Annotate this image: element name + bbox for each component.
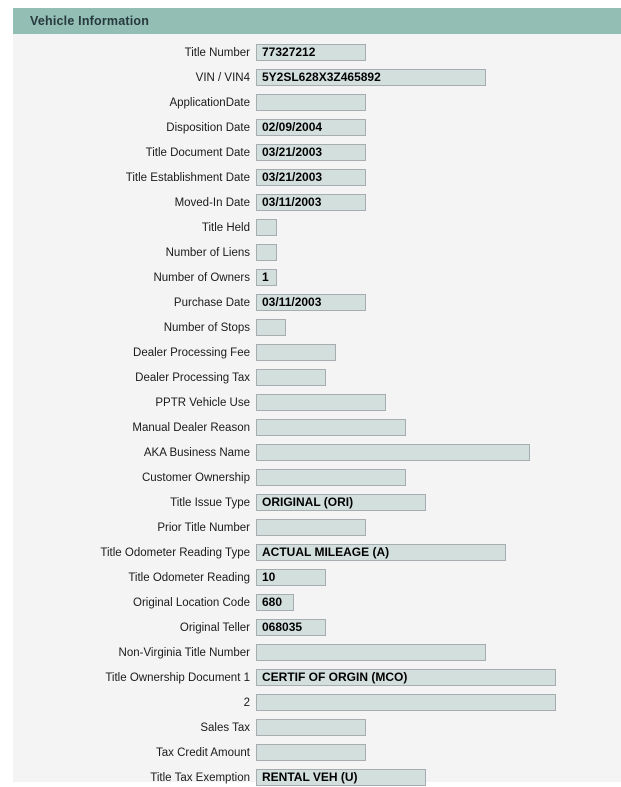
field-label: VIN / VIN4	[195, 71, 250, 84]
field-label: Moved-In Date	[174, 196, 250, 209]
field-label: ApplicationDate	[169, 96, 250, 109]
form-row	[13, 165, 621, 190]
field-value-box[interactable]: 5Y2SL628X3Z465892	[256, 69, 486, 86]
form-row	[13, 565, 621, 590]
field-value-box[interactable]: 03/11/2003	[256, 194, 366, 211]
field-label: Non-Virginia Title Number	[118, 646, 250, 659]
field-value-box[interactable]: 680	[256, 594, 294, 611]
field-label: Title Ownership Document 1	[105, 671, 250, 684]
field-label: Title Document Date	[145, 146, 250, 159]
form-row	[13, 740, 621, 765]
form-row	[13, 315, 621, 340]
field-label: Title Odometer Reading Type	[100, 546, 250, 559]
field-label: Tax Credit Amount	[156, 746, 250, 759]
field-value-box[interactable]	[256, 319, 286, 336]
field-value-box[interactable]: 02/09/2004	[256, 119, 366, 136]
field-value-box[interactable]: 03/21/2003	[256, 169, 366, 186]
field-value-box[interactable]: ORIGINAL (ORI)	[256, 494, 426, 511]
form-row	[13, 615, 621, 640]
field-value-box[interactable]	[256, 344, 336, 361]
form-rows	[13, 40, 621, 787]
field-value-box[interactable]: RENTAL VEH (U)	[256, 769, 426, 786]
field-label: Title Odometer Reading	[128, 571, 250, 584]
field-value-box[interactable]	[256, 219, 277, 236]
field-value-box[interactable]	[256, 244, 277, 261]
field-value-box[interactable]	[256, 719, 366, 736]
field-label: AKA Business Name	[143, 446, 250, 459]
field-label: Sales Tax	[200, 721, 250, 734]
field-value-box[interactable]: 03/11/2003	[256, 294, 366, 311]
field-label: Number of Stops	[163, 321, 250, 334]
form-row	[13, 365, 621, 390]
form-row	[13, 90, 621, 115]
form-row	[13, 40, 621, 65]
field-label: Disposition Date	[166, 121, 250, 134]
section-title: Vehicle Information	[30, 14, 150, 28]
form-row	[13, 465, 621, 490]
form-row	[13, 390, 621, 415]
field-label: Original Teller	[179, 621, 250, 634]
field-value-box[interactable]: 10	[256, 569, 326, 586]
field-value-box[interactable]: 77327212	[256, 44, 366, 61]
form-row	[13, 140, 621, 165]
field-value-box[interactable]: ACTUAL MILEAGE (A)	[256, 544, 506, 561]
field-label: Title Establishment Date	[125, 171, 250, 184]
field-label: Number of Owners	[153, 271, 250, 284]
field-label: PPTR Vehicle Use	[155, 396, 250, 409]
form-row	[13, 665, 621, 690]
field-label: 2	[243, 696, 250, 709]
section-header	[13, 8, 621, 34]
field-label: Number of Liens	[165, 246, 250, 259]
field-value-box[interactable]	[256, 694, 556, 711]
field-label: Customer Ownership	[141, 471, 250, 484]
form-row	[13, 715, 621, 740]
field-value-box[interactable]: 03/21/2003	[256, 144, 366, 161]
field-value-box[interactable]	[256, 519, 366, 536]
field-value-box[interactable]	[256, 744, 366, 761]
form-row	[13, 690, 621, 715]
field-value-box[interactable]	[256, 94, 366, 111]
form-row	[13, 515, 621, 540]
field-label: Manual Dealer Reason	[132, 421, 250, 434]
vehicle-info-panel	[13, 34, 621, 782]
form-row	[13, 290, 621, 315]
form-row	[13, 240, 621, 265]
form-row	[13, 540, 621, 565]
field-label: Dealer Processing Tax	[135, 371, 250, 384]
form-row	[13, 490, 621, 515]
form-row	[13, 340, 621, 365]
form-row	[13, 215, 621, 240]
form-row	[13, 590, 621, 615]
field-label: Title Tax Exemption	[150, 771, 250, 784]
form-row	[13, 190, 621, 215]
field-label: Title Issue Type	[170, 496, 250, 509]
field-value-box[interactable]	[256, 444, 530, 461]
field-value-box[interactable]	[256, 394, 386, 411]
form-row	[13, 440, 621, 465]
field-value-box[interactable]: 068035	[256, 619, 326, 636]
field-value-box[interactable]	[256, 369, 326, 386]
form-row	[13, 115, 621, 140]
field-value-box[interactable]	[256, 419, 406, 436]
field-value-box[interactable]	[256, 469, 406, 486]
form-row	[13, 415, 621, 440]
field-label: Purchase Date	[173, 296, 250, 309]
form-row	[13, 640, 621, 665]
form-row	[13, 65, 621, 90]
form-row	[13, 765, 621, 787]
field-label: Title Number	[184, 46, 250, 59]
field-label: Title Held	[201, 221, 250, 234]
form-row	[13, 265, 621, 290]
field-label: Original Location Code	[133, 596, 250, 609]
field-label: Dealer Processing Fee	[133, 346, 250, 359]
field-value-box[interactable]: CERTIF OF ORGIN (MCO)	[256, 669, 556, 686]
field-value-box[interactable]: 1	[256, 269, 277, 286]
field-value-box[interactable]	[256, 644, 486, 661]
field-label: Prior Title Number	[157, 521, 250, 534]
